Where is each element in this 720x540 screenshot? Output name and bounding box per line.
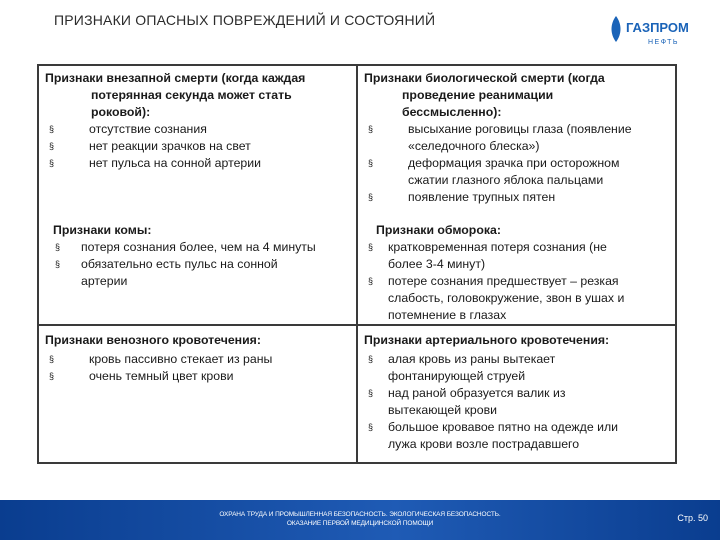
list-item: § кровь пассивно стекает из раны [49,352,273,366]
bullet-icon: § [368,158,374,168]
list-item: § очень темный цвет крови [49,369,234,383]
heading-sudden-death: Признаки внезапной смерти (когда каждая потерянная секунда может стать роковой): [45,71,306,119]
cell-biological-death [357,66,675,214]
bullet-icon: § [49,354,55,364]
page-number: Стр. 50 [677,513,708,523]
cell-arterial-bleeding [357,325,675,462]
list-item: § деформация зрачка при осторожном сжатии глазного яблока пальцами [368,156,620,187]
heading-coma: Признаки комы: [53,223,152,237]
list-item: § нет пульса на сонной артерии [49,156,261,170]
bullet-icon: § [49,158,55,168]
bullet-icon: § [368,242,374,252]
arterial-list [364,351,669,453]
bullet-icon: § [368,422,374,432]
slide-title: ПРИЗНАКИ ОПАСНЫХ ПОВРЕЖДЕНИЙ И СОСТОЯНИЙ [54,12,436,28]
list-item: § большое кровавое пятно на одежде или лужа крови возле пострадавшего [368,420,618,451]
list-item: § высыхание роговицы глаза (появление «селедочного блеска») [368,122,632,153]
signs-table [37,64,677,464]
cell-venous-bleeding [39,325,357,462]
gazprom-neft-logo [608,8,694,54]
cell-faint [357,214,675,325]
bullet-icon: § [49,141,55,151]
list-item: § над раной образуется валик из вытекающей крови [368,386,566,417]
faint-list [364,239,669,324]
bullet-icon: § [49,371,55,381]
coma-list [45,239,350,290]
footer-bar [0,500,720,540]
list-item: § обязательно есть пульс на сонной артерии [55,257,278,288]
list-item: § потере сознания предшествует – резкая слабость, головокружение, звон в ушах и потемнение в глазах [368,274,625,322]
bullet-icon: § [49,124,55,134]
logo-text-sub: НЕФТЬ [648,39,680,46]
venous-list [45,351,350,385]
list-item: § появление трупных пятен [368,190,556,204]
bullet-icon: § [55,242,61,252]
list-item: § алая кровь из раны вытекает фонтанирующей струей [368,352,556,383]
heading-arterial-bleeding: Признаки артериального кровотечения: [364,333,610,347]
list-item: § кратковременная потеря сознания (не более 3-4 минут) [368,240,607,271]
heading-biological-death: Признаки биологической смерти (когда проведение реанимации бессмысленно): [364,71,605,119]
footer-text: ОХРАНА ТРУДА И ПРОМЫШЛЕННАЯ БЕЗОПАСНОСТЬ. ЭКОЛОГИЧЕСКАЯ БЕЗОПАСНОСТЬ. ОКАЗАНИЕ ПЕРВОЙ МЕДИЦИНСКОЙ ПОМОЩИ [219,511,501,527]
heading-faint: Признаки обморока: [376,223,501,237]
cell-sudden-death [39,66,357,214]
bullet-icon: § [368,354,374,364]
cell-coma [39,214,357,325]
sudden-death-list [45,121,350,172]
bullet-icon: § [368,124,374,134]
bullet-icon: § [368,388,374,398]
bullet-icon: § [55,259,61,269]
logo-text-main: ГАЗПРОМ [626,20,689,35]
heading-venous-bleeding: Признаки венозного кровотечения: [45,333,261,347]
list-item: § потеря сознания более, чем на 4 минуты [55,240,316,254]
bullet-icon: § [368,192,374,202]
list-item: § отсутствие сознания [49,122,207,136]
bullet-icon: § [368,276,374,286]
list-item: § нет реакции зрачков на свет [49,139,251,153]
biological-death-list [364,121,669,206]
